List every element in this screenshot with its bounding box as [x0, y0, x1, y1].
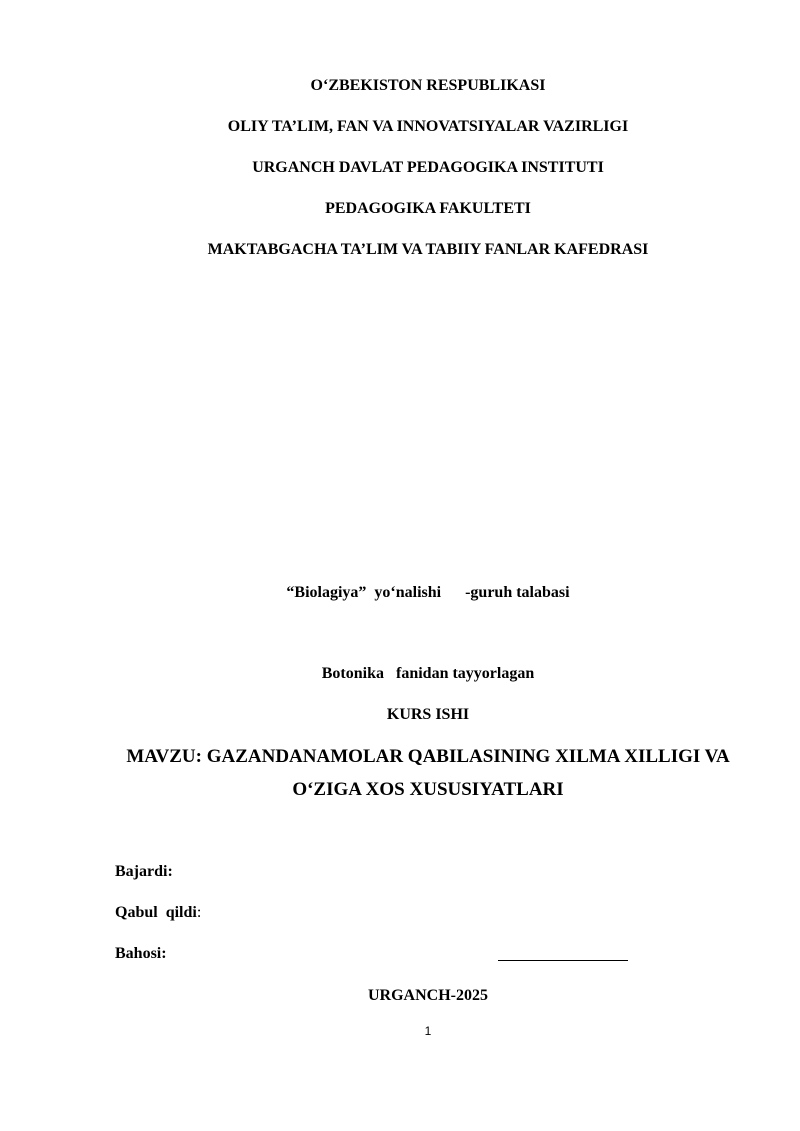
topic-line-1: MAVZU: GAZANDANAMOLAR QABILASINING XILMA XILLIGI VA	[126, 746, 730, 767]
topic-line-2: O‘ZIGA XOS XUSUSIYATLARI	[292, 779, 564, 800]
page-number: 1	[424, 1024, 432, 1038]
ministry-heading: OLIY TA’LIM, FAN VA INNOVATSIYALAR VAZIRLIGI	[227, 118, 629, 135]
bajardi-label: Bajardi:	[115, 863, 173, 880]
student-line: “Biolagiya” yo‘nalishi -guruh talabasi	[286, 584, 570, 601]
grade-blank-line	[498, 960, 628, 961]
subject-line: Botonika fanidan tayyorlagan	[321, 665, 535, 682]
country-heading: O‘ZBEKISTON RESPUBLIKASI	[310, 77, 546, 94]
department-heading: MAKTABGACHA TA’LIM VA TABIIY FANLAR KAFEDRASI	[207, 241, 649, 258]
qabul-qildi-text: Qabul qildi	[115, 904, 197, 921]
institute-heading: URGANCH DAVLAT PEDAGOGIKA INSTITUTI	[252, 159, 604, 176]
qabul-qildi-colon: :	[196, 904, 202, 921]
qabul-qildi-label	[115, 904, 201, 922]
bahosi-label: Bahosi:	[115, 945, 167, 962]
city-year: URGANCH-2025	[368, 987, 488, 1004]
work-type-title: KURS ISHI	[386, 706, 470, 723]
faculty-heading: PEDAGOGIKA FAKULTETI	[325, 200, 531, 217]
